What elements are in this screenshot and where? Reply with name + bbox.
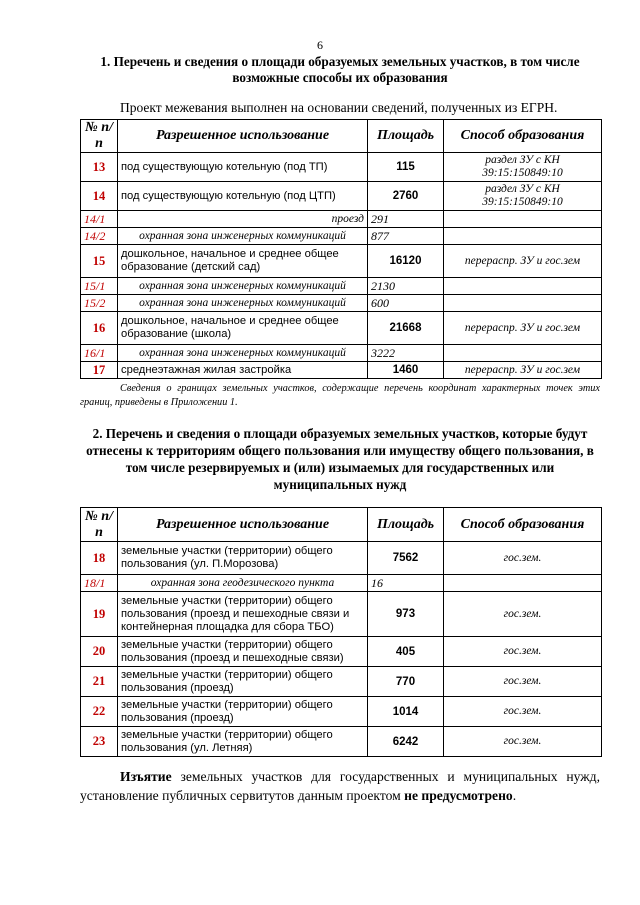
section2-title: 2. Перечень и сведения о площади образуемых земельных участков, которые будут отнесены к территориям общего пользования или имуществу общего пользования, в том числе резервируемых и (или) изымаемых для государственных или муниципальных нужд [86,426,594,492]
row-area: 2760 [368,182,444,211]
row-formation-method [444,278,602,295]
header-num: № п/п [81,120,118,153]
row-area: 2130 [368,278,444,295]
row-area: 3222 [368,345,444,362]
table-row [81,637,602,667]
row-permitted-use: земельные участки (территории) общего пользования (проезд и пешеходные связи) [118,637,368,667]
row-formation-method [444,211,602,228]
row-number: 15/2 [81,295,118,312]
table-row [81,278,602,295]
row-permitted-use: охранная зона инженерных коммуникаций [118,278,368,295]
row-number: 16/1 [81,345,118,362]
row-formation-method: перераспр. ЗУ и гос.зем [444,362,602,379]
table-row [81,592,602,637]
header-use: Разрешенное использование [118,120,368,153]
table-row [81,182,602,211]
row-permitted-use: земельные участки (территории) общего пользования (ул. Летняя) [118,727,368,757]
row-permitted-use: земельные участки (территории) общего пользования (проезд и пешеходные связи и контейнерная площадка для сбора ТБО) [118,592,368,637]
row-number: 14/2 [81,228,118,245]
row-area: 6242 [368,727,444,757]
section1-intro: Проект межевания выполнен на основании сведений, полученных из ЕГРН. [120,100,558,115]
table-row [81,345,602,362]
row-formation-method: раздел ЗУ с КН 39:15:150849:10 [444,182,602,211]
row-formation-method: гос.зем. [444,637,602,667]
table-row [81,153,602,182]
row-area: 21668 [368,312,444,345]
row-area: 7562 [368,542,444,575]
row-number: 14/1 [81,211,118,228]
header-area: Площадь [368,120,444,153]
table-row [81,211,602,228]
row-area: 600 [368,295,444,312]
header-method: Способ образования [444,120,602,153]
table-row [81,542,602,575]
row-permitted-use: дошкольное, начальное и среднее общее образование (школа) [118,312,368,345]
table-row [81,228,602,245]
row-permitted-use: дошкольное, начальное и среднее общее образование (детский сад) [118,245,368,278]
row-area: 770 [368,667,444,697]
row-permitted-use: под существующую котельную (под ТП) [118,153,368,182]
row-area: 115 [368,153,444,182]
row-permitted-use: охранная зона геодезического пункта [118,575,368,592]
header-method: Способ образования [444,508,602,542]
row-permitted-use: охранная зона инженерных коммуникаций [118,228,368,245]
row-area: 16120 [368,245,444,278]
row-formation-method [444,575,602,592]
section1-table [80,119,602,379]
row-permitted-use: среднеэтажная жилая застройка [118,362,368,379]
row-formation-method: перераспр. ЗУ и гос.зем [444,312,602,345]
row-permitted-use: земельные участки (территории) общего пользования (ул. П.Морозова) [118,542,368,575]
table-row [81,667,602,697]
table-header-row [81,120,602,153]
row-area: 1460 [368,362,444,379]
coordinates-note: Сведения о границах земельных участков, содержащие перечень координат характерных точек этих границ, приведены в Приложении 1. [80,383,600,408]
row-area: 16 [368,575,444,592]
row-number: 18/1 [81,575,118,592]
row-formation-method: гос.зем. [444,727,602,757]
row-number: 19 [81,592,118,637]
row-area: 1014 [368,697,444,727]
row-number: 14 [81,182,118,211]
row-area: 405 [368,637,444,667]
row-number: 20 [81,637,118,667]
table-row [81,245,602,278]
closing-text: земельных участков для государственных и муниципальных нужд, установление публичных сервитутов данным проектом [80,769,600,803]
header-area: Площадь [368,508,444,542]
row-permitted-use: охранная зона инженерных коммуникаций [118,295,368,312]
closing-bold-seizure: Изъятие [120,769,172,784]
row-number: 18 [81,542,118,575]
row-permitted-use: охранная зона инженерных коммуникаций [118,345,368,362]
row-number: 17 [81,362,118,379]
row-permitted-use: земельные участки (территории) общего пользования (проезд) [118,667,368,697]
row-number: 13 [81,153,118,182]
row-formation-method: гос.зем. [444,592,602,637]
header-use: Разрешенное использование [118,508,368,542]
row-area: 877 [368,228,444,245]
row-number: 21 [81,667,118,697]
closing-end: . [512,788,517,803]
row-formation-method: раздел ЗУ с КН 39:15:150849:10 [444,153,602,182]
row-formation-method: гос.зем. [444,697,602,727]
table-row [81,312,602,345]
row-number: 23 [81,727,118,757]
table-row [81,295,602,312]
closing-paragraph [80,767,600,805]
row-area: 973 [368,592,444,637]
row-number: 15 [81,245,118,278]
table-row [81,362,602,379]
row-formation-method: гос.зем. [444,667,602,697]
row-area: 291 [368,211,444,228]
row-formation-method [444,295,602,312]
table-row [81,727,602,757]
table-row [81,697,602,727]
closing-bold-not-provided: не предусмотрено [404,788,513,803]
row-formation-method [444,345,602,362]
section1-title: 1. Перечень и сведения о площади образуемых земельных участков, в том числе возможные способы их образования [100,54,580,85]
table-row [81,575,602,592]
row-formation-method [444,228,602,245]
row-formation-method: перераспр. ЗУ и гос.зем [444,245,602,278]
section2-table [80,507,602,757]
row-number: 22 [81,697,118,727]
row-number: 15/1 [81,278,118,295]
header-num: № п/п [81,508,118,542]
row-permitted-use: под существующую котельную (под ЦТП) [118,182,368,211]
page-number: 6 [317,38,323,52]
row-formation-method: гос.зем. [444,542,602,575]
row-number: 16 [81,312,118,345]
table-header-row [81,508,602,542]
row-permitted-use: земельные участки (территории) общего пользования (проезд) [118,697,368,727]
row-permitted-use: проезд [118,211,368,228]
